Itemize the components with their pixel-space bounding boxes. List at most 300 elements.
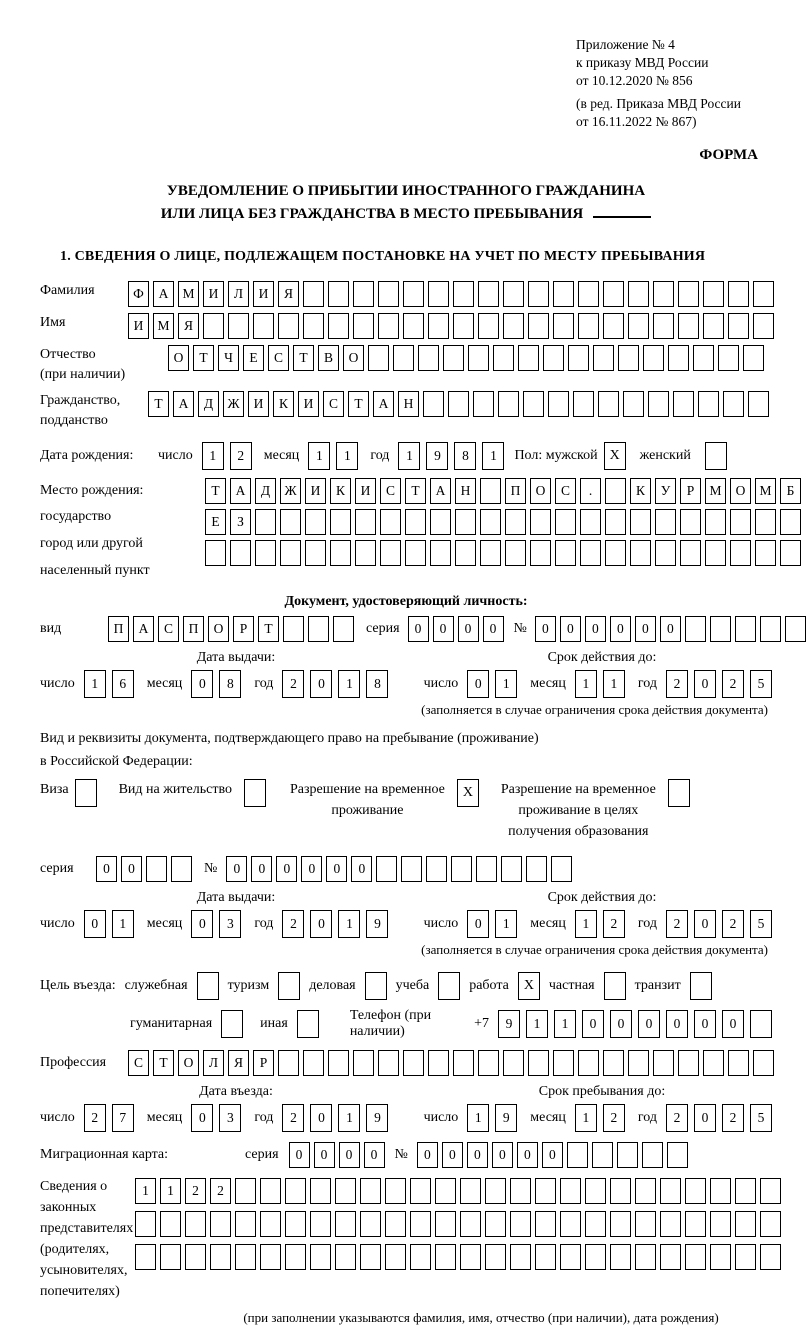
char-cell[interactable] — [510, 1211, 531, 1237]
char-cell[interactable] — [628, 1050, 649, 1076]
purpose-study-checkbox[interactable] — [438, 972, 460, 1000]
char-cell[interactable]: М — [178, 281, 199, 307]
char-cell[interactable]: С — [380, 478, 401, 504]
char-cell[interactable]: 0 — [339, 1142, 360, 1168]
char-cell[interactable] — [553, 281, 574, 307]
char-cell[interactable] — [353, 281, 374, 307]
temp-residence-edu-checkbox[interactable] — [668, 779, 690, 807]
char-cell[interactable] — [460, 1244, 481, 1270]
char-cell[interactable]: А — [430, 478, 451, 504]
char-cell[interactable] — [210, 1244, 231, 1270]
char-cell[interactable]: 9 — [366, 910, 388, 938]
char-cell[interactable] — [333, 616, 354, 642]
char-cell[interactable]: 8 — [219, 670, 241, 698]
char-cell[interactable]: 9 — [426, 442, 448, 470]
char-cell[interactable] — [753, 281, 774, 307]
char-cell[interactable]: 9 — [366, 1104, 388, 1132]
char-cell[interactable] — [501, 856, 522, 882]
char-cell[interactable]: 0 — [251, 856, 272, 882]
char-cell[interactable]: 0 — [191, 1104, 213, 1132]
char-cell[interactable] — [728, 281, 749, 307]
char-cell[interactable] — [453, 1050, 474, 1076]
char-cell[interactable] — [503, 1050, 524, 1076]
char-cell[interactable] — [730, 540, 751, 566]
char-cell[interactable]: М — [153, 313, 174, 339]
char-cell[interactable]: 1 — [482, 442, 504, 470]
char-cell[interactable]: А — [230, 478, 251, 504]
char-cell[interactable] — [410, 1244, 431, 1270]
char-cell[interactable]: 0 — [191, 910, 213, 938]
char-cell[interactable] — [378, 281, 399, 307]
char-cell[interactable] — [643, 345, 664, 371]
purpose-tourism-checkbox[interactable] — [278, 972, 300, 1000]
char-cell[interactable]: П — [505, 478, 526, 504]
char-cell[interactable] — [478, 313, 499, 339]
char-cell[interactable] — [468, 345, 489, 371]
char-cell[interactable] — [308, 616, 329, 642]
sex-female-checkbox[interactable] — [705, 442, 727, 470]
char-cell[interactable] — [380, 509, 401, 535]
char-cell[interactable] — [553, 313, 574, 339]
char-cell[interactable]: 2 — [722, 910, 744, 938]
char-cell[interactable] — [378, 1050, 399, 1076]
char-cell[interactable] — [360, 1178, 381, 1204]
char-cell[interactable] — [303, 1050, 324, 1076]
char-cell[interactable] — [578, 1050, 599, 1076]
char-cell[interactable]: П — [183, 616, 204, 642]
char-cell[interactable] — [785, 616, 806, 642]
char-cell[interactable]: 8 — [454, 442, 476, 470]
char-cell[interactable]: П — [108, 616, 129, 642]
char-cell[interactable]: 1 — [603, 670, 625, 698]
char-cell[interactable]: 1 — [202, 442, 224, 470]
char-cell[interactable] — [230, 540, 251, 566]
char-cell[interactable] — [460, 1211, 481, 1237]
char-cell[interactable] — [623, 391, 644, 417]
char-cell[interactable]: В — [318, 345, 339, 371]
char-cell[interactable]: 2 — [282, 1104, 304, 1132]
char-cell[interactable]: 2 — [666, 670, 688, 698]
char-cell[interactable] — [303, 313, 324, 339]
char-cell[interactable]: 1 — [495, 910, 517, 938]
char-cell[interactable] — [405, 509, 426, 535]
char-cell[interactable]: М — [755, 478, 776, 504]
char-cell[interactable] — [401, 856, 422, 882]
char-cell[interactable] — [285, 1244, 306, 1270]
char-cell[interactable]: 0 — [560, 616, 581, 642]
char-cell[interactable]: 7 — [112, 1104, 134, 1132]
char-cell[interactable] — [451, 856, 472, 882]
char-cell[interactable] — [678, 1050, 699, 1076]
char-cell[interactable]: Р — [253, 1050, 274, 1076]
char-cell[interactable] — [703, 1050, 724, 1076]
char-cell[interactable] — [618, 345, 639, 371]
char-cell[interactable]: Н — [455, 478, 476, 504]
char-cell[interactable] — [760, 616, 781, 642]
char-cell[interactable] — [735, 1211, 756, 1237]
char-cell[interactable]: 0 — [433, 616, 454, 642]
char-cell[interactable] — [485, 1211, 506, 1237]
char-cell[interactable] — [585, 1244, 606, 1270]
char-cell[interactable] — [603, 1050, 624, 1076]
char-cell[interactable] — [528, 1050, 549, 1076]
char-cell[interactable] — [205, 540, 226, 566]
char-cell[interactable] — [528, 281, 549, 307]
char-cell[interactable] — [592, 1142, 613, 1168]
char-cell[interactable]: Т — [205, 478, 226, 504]
char-cell[interactable] — [355, 540, 376, 566]
char-cell[interactable] — [455, 509, 476, 535]
char-cell[interactable] — [760, 1244, 781, 1270]
char-cell[interactable]: 0 — [660, 616, 681, 642]
char-cell[interactable] — [285, 1178, 306, 1204]
purpose-other-checkbox[interactable] — [297, 1010, 319, 1038]
char-cell[interactable] — [750, 1010, 772, 1038]
char-cell[interactable]: 1 — [84, 670, 106, 698]
char-cell[interactable] — [668, 345, 689, 371]
char-cell[interactable]: 2 — [722, 670, 744, 698]
char-cell[interactable] — [660, 1211, 681, 1237]
purpose-official-checkbox[interactable] — [197, 972, 219, 1000]
char-cell[interactable]: Ж — [223, 391, 244, 417]
char-cell[interactable] — [735, 616, 756, 642]
char-cell[interactable] — [580, 540, 601, 566]
char-cell[interactable] — [555, 540, 576, 566]
char-cell[interactable] — [780, 540, 801, 566]
char-cell[interactable]: 0 — [694, 670, 716, 698]
char-cell[interactable]: Д — [255, 478, 276, 504]
char-cell[interactable]: 5 — [750, 1104, 772, 1132]
char-cell[interactable] — [723, 391, 744, 417]
char-cell[interactable]: К — [273, 391, 294, 417]
char-cell[interactable]: 1 — [526, 1010, 548, 1038]
char-cell[interactable] — [748, 391, 769, 417]
char-cell[interactable] — [685, 1244, 706, 1270]
char-cell[interactable]: Т — [293, 345, 314, 371]
char-cell[interactable]: 0 — [84, 910, 106, 938]
char-cell[interactable] — [435, 1178, 456, 1204]
char-cell[interactable]: К — [330, 478, 351, 504]
char-cell[interactable] — [505, 540, 526, 566]
char-cell[interactable] — [635, 1178, 656, 1204]
purpose-work-checkbox[interactable]: X — [518, 972, 540, 1000]
char-cell[interactable] — [493, 345, 514, 371]
char-cell[interactable] — [551, 856, 572, 882]
char-cell[interactable]: 0 — [694, 910, 716, 938]
char-cell[interactable] — [328, 1050, 349, 1076]
char-cell[interactable] — [328, 281, 349, 307]
char-cell[interactable] — [330, 509, 351, 535]
char-cell[interactable]: О — [730, 478, 751, 504]
char-cell[interactable] — [560, 1178, 581, 1204]
char-cell[interactable] — [653, 1050, 674, 1076]
char-cell[interactable] — [380, 540, 401, 566]
char-cell[interactable] — [428, 1050, 449, 1076]
char-cell[interactable]: О — [178, 1050, 199, 1076]
char-cell[interactable] — [330, 540, 351, 566]
char-cell[interactable]: 0 — [542, 1142, 563, 1168]
char-cell[interactable] — [360, 1244, 381, 1270]
sex-male-checkbox[interactable]: X — [604, 442, 626, 470]
char-cell[interactable]: 1 — [398, 442, 420, 470]
char-cell[interactable] — [685, 1178, 706, 1204]
char-cell[interactable] — [578, 281, 599, 307]
char-cell[interactable]: 1 — [338, 670, 360, 698]
char-cell[interactable] — [235, 1178, 256, 1204]
char-cell[interactable] — [505, 509, 526, 535]
char-cell[interactable] — [335, 1178, 356, 1204]
char-cell[interactable]: 2 — [230, 442, 252, 470]
char-cell[interactable]: Ф — [128, 281, 149, 307]
char-cell[interactable]: 3 — [219, 910, 241, 938]
char-cell[interactable] — [310, 1178, 331, 1204]
char-cell[interactable]: А — [153, 281, 174, 307]
char-cell[interactable]: Т — [153, 1050, 174, 1076]
char-cell[interactable]: 1 — [336, 442, 358, 470]
char-cell[interactable]: 0 — [517, 1142, 538, 1168]
char-cell[interactable]: Е — [205, 509, 226, 535]
char-cell[interactable] — [660, 1178, 681, 1204]
char-cell[interactable] — [171, 856, 192, 882]
char-cell[interactable] — [428, 313, 449, 339]
char-cell[interactable]: И — [128, 313, 149, 339]
char-cell[interactable]: Т — [193, 345, 214, 371]
char-cell[interactable] — [135, 1211, 156, 1237]
char-cell[interactable] — [403, 1050, 424, 1076]
char-cell[interactable]: 0 — [442, 1142, 463, 1168]
char-cell[interactable] — [210, 1211, 231, 1237]
char-cell[interactable]: 1 — [575, 910, 597, 938]
char-cell[interactable] — [368, 345, 389, 371]
char-cell[interactable] — [530, 540, 551, 566]
char-cell[interactable]: С — [128, 1050, 149, 1076]
char-cell[interactable] — [698, 391, 719, 417]
char-cell[interactable] — [255, 509, 276, 535]
char-cell[interactable] — [605, 509, 626, 535]
char-cell[interactable] — [485, 1178, 506, 1204]
char-cell[interactable] — [603, 281, 624, 307]
char-cell[interactable] — [735, 1244, 756, 1270]
char-cell[interactable] — [660, 1244, 681, 1270]
char-cell[interactable] — [385, 1244, 406, 1270]
char-cell[interactable]: 0 — [351, 856, 372, 882]
char-cell[interactable] — [685, 616, 706, 642]
char-cell[interactable] — [478, 1050, 499, 1076]
char-cell[interactable] — [378, 313, 399, 339]
visa-checkbox[interactable] — [75, 779, 97, 807]
char-cell[interactable] — [523, 391, 544, 417]
char-cell[interactable] — [610, 1211, 631, 1237]
char-cell[interactable]: Т — [258, 616, 279, 642]
char-cell[interactable]: 1 — [308, 442, 330, 470]
char-cell[interactable]: А — [173, 391, 194, 417]
char-cell[interactable]: 0 — [722, 1010, 744, 1038]
char-cell[interactable] — [480, 478, 501, 504]
char-cell[interactable]: И — [203, 281, 224, 307]
temp-residence-checkbox[interactable]: X — [457, 779, 479, 807]
char-cell[interactable] — [460, 1178, 481, 1204]
char-cell[interactable] — [710, 616, 731, 642]
char-cell[interactable]: 0 — [694, 1010, 716, 1038]
char-cell[interactable] — [260, 1244, 281, 1270]
char-cell[interactable]: 0 — [276, 856, 297, 882]
char-cell[interactable]: 0 — [467, 1142, 488, 1168]
char-cell[interactable] — [430, 540, 451, 566]
char-cell[interactable]: 2 — [666, 910, 688, 938]
char-cell[interactable]: 1 — [495, 670, 517, 698]
char-cell[interactable]: Е — [243, 345, 264, 371]
char-cell[interactable] — [635, 1211, 656, 1237]
char-cell[interactable] — [655, 540, 676, 566]
char-cell[interactable] — [260, 1211, 281, 1237]
char-cell[interactable] — [185, 1244, 206, 1270]
char-cell[interactable]: И — [253, 281, 274, 307]
char-cell[interactable] — [705, 509, 726, 535]
char-cell[interactable] — [710, 1244, 731, 1270]
char-cell[interactable]: 9 — [498, 1010, 520, 1038]
char-cell[interactable] — [485, 1244, 506, 1270]
char-cell[interactable] — [710, 1178, 731, 1204]
char-cell[interactable] — [703, 313, 724, 339]
char-cell[interactable]: С — [158, 616, 179, 642]
char-cell[interactable] — [253, 313, 274, 339]
char-cell[interactable] — [610, 1244, 631, 1270]
char-cell[interactable]: 0 — [121, 856, 142, 882]
char-cell[interactable] — [510, 1178, 531, 1204]
char-cell[interactable] — [567, 1142, 588, 1168]
char-cell[interactable] — [780, 509, 801, 535]
char-cell[interactable]: 0 — [483, 616, 504, 642]
char-cell[interactable] — [753, 1050, 774, 1076]
char-cell[interactable] — [203, 313, 224, 339]
char-cell[interactable] — [728, 313, 749, 339]
char-cell[interactable] — [553, 1050, 574, 1076]
char-cell[interactable] — [478, 281, 499, 307]
char-cell[interactable]: 1 — [135, 1178, 156, 1204]
char-cell[interactable] — [598, 391, 619, 417]
char-cell[interactable]: 0 — [585, 616, 606, 642]
char-cell[interactable]: О — [168, 345, 189, 371]
char-cell[interactable] — [160, 1211, 181, 1237]
char-cell[interactable]: О — [343, 345, 364, 371]
char-cell[interactable] — [410, 1178, 431, 1204]
char-cell[interactable]: 0 — [326, 856, 347, 882]
char-cell[interactable] — [605, 478, 626, 504]
char-cell[interactable]: И — [298, 391, 319, 417]
char-cell[interactable] — [430, 509, 451, 535]
char-cell[interactable] — [530, 509, 551, 535]
char-cell[interactable]: У — [655, 478, 676, 504]
char-cell[interactable]: Т — [348, 391, 369, 417]
char-cell[interactable]: Н — [398, 391, 419, 417]
char-cell[interactable] — [730, 509, 751, 535]
char-cell[interactable]: О — [208, 616, 229, 642]
char-cell[interactable] — [535, 1178, 556, 1204]
char-cell[interactable] — [426, 856, 447, 882]
char-cell[interactable] — [278, 313, 299, 339]
char-cell[interactable]: 1 — [575, 1104, 597, 1132]
char-cell[interactable] — [255, 540, 276, 566]
char-cell[interactable]: 0 — [492, 1142, 513, 1168]
char-cell[interactable]: 0 — [610, 616, 631, 642]
char-cell[interactable] — [228, 313, 249, 339]
char-cell[interactable]: М — [705, 478, 726, 504]
char-cell[interactable] — [743, 345, 764, 371]
char-cell[interactable] — [135, 1244, 156, 1270]
char-cell[interactable]: 1 — [467, 1104, 489, 1132]
char-cell[interactable] — [160, 1244, 181, 1270]
char-cell[interactable]: 0 — [289, 1142, 310, 1168]
char-cell[interactable] — [503, 281, 524, 307]
char-cell[interactable]: Ж — [280, 478, 301, 504]
char-cell[interactable]: 1 — [554, 1010, 576, 1038]
char-cell[interactable] — [305, 540, 326, 566]
char-cell[interactable]: 0 — [467, 670, 489, 698]
char-cell[interactable] — [635, 1244, 656, 1270]
char-cell[interactable]: С — [268, 345, 289, 371]
char-cell[interactable] — [580, 509, 601, 535]
char-cell[interactable]: К — [630, 478, 651, 504]
char-cell[interactable]: 0 — [666, 1010, 688, 1038]
char-cell[interactable]: 0 — [458, 616, 479, 642]
char-cell[interactable] — [280, 540, 301, 566]
char-cell[interactable]: Ч — [218, 345, 239, 371]
char-cell[interactable]: 0 — [226, 856, 247, 882]
char-cell[interactable] — [448, 391, 469, 417]
char-cell[interactable] — [653, 281, 674, 307]
char-cell[interactable] — [603, 313, 624, 339]
char-cell[interactable] — [526, 856, 547, 882]
char-cell[interactable]: 2 — [603, 1104, 625, 1132]
char-cell[interactable] — [498, 391, 519, 417]
char-cell[interactable] — [680, 540, 701, 566]
char-cell[interactable]: Б — [780, 478, 801, 504]
char-cell[interactable]: 2 — [282, 670, 304, 698]
char-cell[interactable] — [705, 540, 726, 566]
char-cell[interactable] — [585, 1211, 606, 1237]
char-cell[interactable] — [360, 1211, 381, 1237]
char-cell[interactable]: 0 — [310, 1104, 332, 1132]
char-cell[interactable] — [305, 509, 326, 535]
char-cell[interactable] — [328, 313, 349, 339]
char-cell[interactable]: . — [580, 478, 601, 504]
char-cell[interactable]: 0 — [582, 1010, 604, 1038]
char-cell[interactable]: 0 — [191, 670, 213, 698]
char-cell[interactable]: И — [305, 478, 326, 504]
char-cell[interactable] — [280, 509, 301, 535]
char-cell[interactable] — [353, 313, 374, 339]
char-cell[interactable]: 0 — [610, 1010, 632, 1038]
char-cell[interactable] — [680, 509, 701, 535]
char-cell[interactable]: Л — [203, 1050, 224, 1076]
char-cell[interactable]: Д — [198, 391, 219, 417]
char-cell[interactable] — [718, 345, 739, 371]
char-cell[interactable] — [543, 345, 564, 371]
char-cell[interactable] — [548, 391, 569, 417]
char-cell[interactable]: Т — [405, 478, 426, 504]
char-cell[interactable] — [473, 391, 494, 417]
char-cell[interactable] — [605, 540, 626, 566]
char-cell[interactable] — [568, 345, 589, 371]
char-cell[interactable]: 0 — [694, 1104, 716, 1132]
char-cell[interactable] — [655, 509, 676, 535]
char-cell[interactable] — [435, 1211, 456, 1237]
char-cell[interactable] — [648, 391, 669, 417]
char-cell[interactable]: 0 — [638, 1010, 660, 1038]
char-cell[interactable] — [510, 1244, 531, 1270]
char-cell[interactable] — [146, 856, 167, 882]
char-cell[interactable] — [335, 1244, 356, 1270]
